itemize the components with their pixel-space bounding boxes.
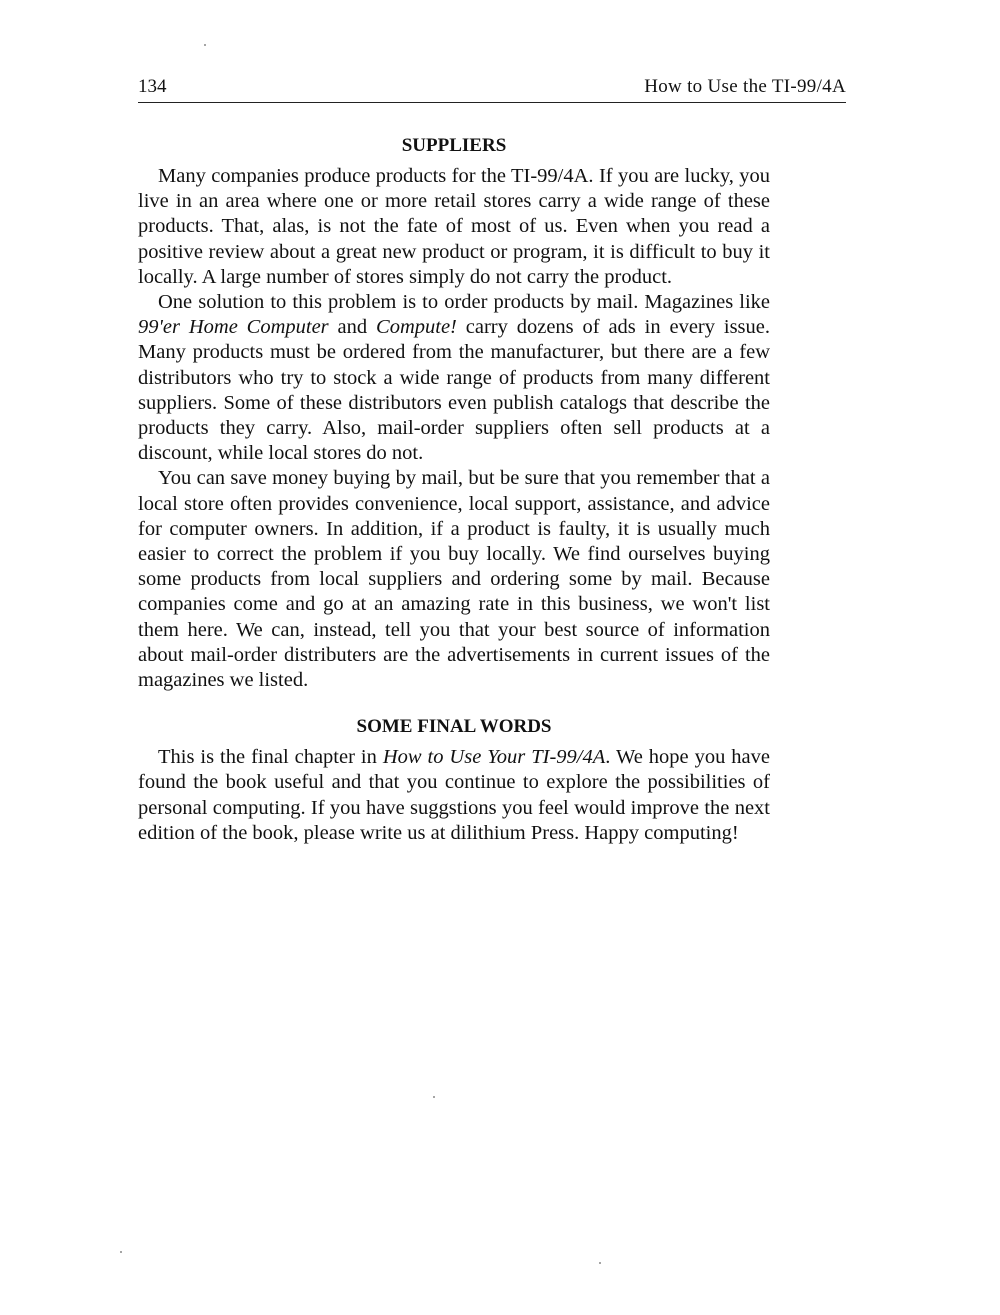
- paragraph-suppliers-2: [138, 290, 770, 466]
- section-heading-suppliers: SUPPLIERS: [401, 135, 507, 156]
- magazine-title: Compute!: [376, 316, 457, 339]
- book-title: How to Use the TI-99/4A: [644, 76, 846, 97]
- magazine-title: 99'er Home Computer: [138, 316, 329, 339]
- paragraph-suppliers-1: Many companies produce products for the TI-99/4A. If you are lucky, you live in an area where one or more retail stores carry a wide range of these products. That, alas, is not the fate of most of us. Even when you read a positive review about a great new product or program, it is difficult to buy it locally. A large number of stores simply do not carry the product.: [138, 165, 770, 288]
- scan-speck: [599, 1262, 601, 1264]
- text-run: This is the final chapter in: [158, 746, 383, 769]
- scan-speck: [433, 1096, 435, 1098]
- book-title-italic: How to Use Your TI-99/4A: [382, 746, 606, 769]
- section-heading-final-words: SOME FINAL WORDS: [356, 716, 552, 738]
- page-number: 134: [138, 76, 167, 97]
- paragraph-suppliers-3: You can save money buying by mail, but be sure that you remember that a local store often provides convenience, local support, assistance, and advice for computer owners. In addition, if a product is faulty, it is usually much easier to correct the problem if you buy locally. We find ourselves buying some products from local suppliers and ordering some by mail. Because companies come and go at an amazing rate in this business, we won't list them here. We can, instead, tell you that your best source of information about mail-order distributers are the advertisements in current issues of the magazines we listed.: [138, 467, 770, 692]
- page-body: [138, 134, 770, 846]
- text-run: . We hope you have found the book useful and that you continue to explore the possibilities of personal computing. If you have suggstions you feel would improve the next edition of the book, please write us at dilithium Press. Happy computing!: [138, 746, 770, 844]
- text-run: carry dozens of ads in every issue. Many products must be ordered from the manufacturer, but there are a few distributors who try to stock a wide range of products from many different suppliers. Some of these distributors even publish catalogs that describe the products they carry. Also, mail-order suppliers often sell products at a discount, while local stores do not.: [138, 316, 770, 465]
- text-run: One solution to this problem is to order products by mail. Magazines like: [158, 291, 770, 314]
- scan-speck: [204, 44, 206, 46]
- paragraph-final-words: [138, 745, 770, 846]
- running-head: [138, 76, 846, 103]
- scan-speck: [120, 1251, 122, 1253]
- text-run: and: [328, 316, 377, 339]
